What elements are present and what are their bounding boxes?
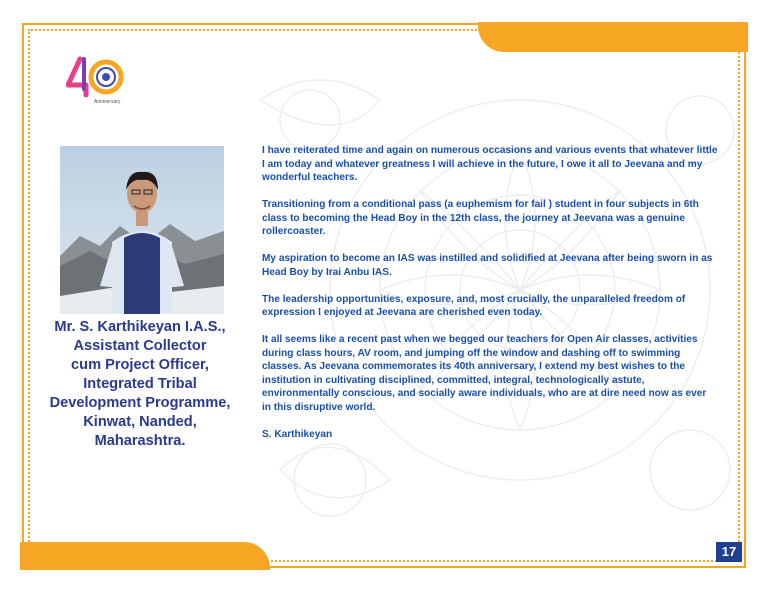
letter-paragraph: Transitioning from a conditional pass (a euphemism for fail ) student in four subjects in 6th class to becoming the Head Boy in the 12th class, the journey at Jeevana was a genuine rollercoaster. [262,199,699,237]
letter-paragraph: My aspiration to become an IAS was instilled and solidified at Jeevana after being sworn in as Head Boy by Irai Anbu IAS. [262,253,713,278]
caption-line: Assistant Collector [73,338,207,354]
profile-caption [40,318,240,451]
caption-line: Development Programme, [49,395,231,411]
caption-line: cum Project Officer, [71,357,209,373]
caption-line: Mr. S. Karthikeyan I.A.S., [54,319,226,335]
letter-paragraph: I have reiterated time and again on numerous occasions and various events that whatever little I am today and whatever greatness I will achieve in the future, I owe it all to Jeevana and my wonderful teachers. [262,145,718,183]
letter-body [262,144,718,455]
letter-signature: S. Karthikeyan [262,428,333,440]
caption-line: Kinwat, Nanded, [83,414,197,430]
caption-line: Integrated Tribal [83,376,197,392]
letter-paragraph: The leadership opportunities, exposure, and, most crucially, the unparalleled freedom of expression I enjoyed at Jeevana are cherished even today. [262,293,686,318]
letter-paragraph: It all seems like a recent past when we begged our teachers for Open Air classes, activities during class hours, AV room, and jumping off the window and dashing off to swimming classes. As Jeevana commemorates its 40th anniversary, I extend my best wishes to the institution in cultivating disciplined, committed, integral, technologically astute, environmentally conscious, and socially aware individuals, who are at dire need now as ever in this disruptive world. [262,334,707,413]
anniversary-logo [66,55,126,109]
portrait-photo [60,146,224,314]
caption-line: Maharashtra. [94,433,186,449]
anniversary-logo-text: Anniversary [94,99,121,105]
page-number-badge: 17 [716,542,742,562]
